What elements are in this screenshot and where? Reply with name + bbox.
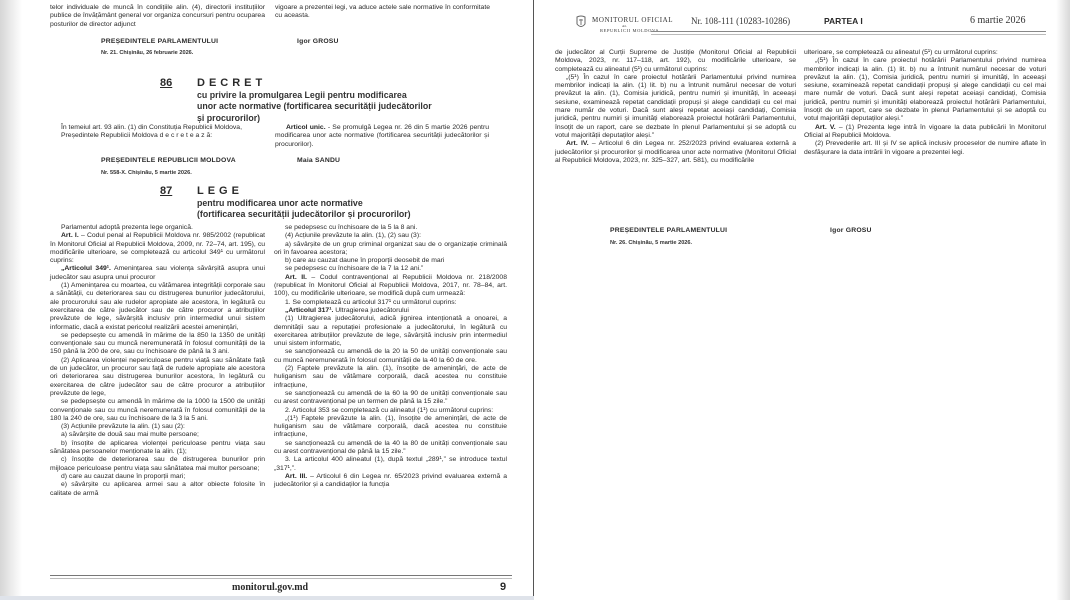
- paragraph: [50, 481, 265, 498]
- paragraph-text: (2) Faptele prevăzute la alin. (1), însoțite de amenințări, de acte de huliganism sau de vătămare corporală, dacă acestea nu constituie infracțiune,: [274, 365, 507, 389]
- paragraph: [274, 224, 507, 232]
- paragraph: [274, 473, 507, 490]
- paragraph: [274, 407, 507, 415]
- signer-title: PREȘEDINTELE PARLAMENTULUI: [101, 38, 219, 45]
- paragraph: [50, 332, 265, 357]
- decree-col-2: [275, 124, 489, 149]
- paragraph-text: Președintele Republicii Moldova d e c r e t e a z ă:: [61, 132, 213, 140]
- right-col-2: [804, 49, 1046, 157]
- paragraph-text: – Articolul 6 din Legea nr. 65/2023 privind evaluarea externă a judecătorilor și a candidaților la funcția: [274, 472, 507, 489]
- paragraph-text: În temeiul art. 93 alin. (1) din Constituția Republicii Moldova,: [61, 124, 242, 131]
- paragraph: [804, 124, 1046, 141]
- paragraph-lead: Art. III.: [285, 472, 308, 480]
- paragraph: [274, 348, 507, 365]
- paragraph-text: 3. La articolul 400 alineatul (1), după textul „289¹,” se introduce textul „317¹,”.: [274, 456, 507, 472]
- paragraph: [50, 224, 265, 232]
- title-line: (fortificarea securității judecătorilor și procurorilor): [197, 209, 411, 220]
- logo-al: AL: [622, 24, 627, 28]
- paragraph-lead: Art. II.: [285, 273, 307, 281]
- paragraph-text: „(1¹) Faptele prevăzute la alin. (1), însoțite de amenințări, de acte de huliganism sau de vătămare corporală, dacă acestea nu constituie infracțiune,: [274, 414, 507, 439]
- law-col-1: [50, 224, 265, 498]
- paragraph-lead: „Articolul 317¹.: [285, 306, 334, 314]
- title-line: unor acte normative (fortificarea securității judecătorilor: [197, 101, 432, 112]
- paragraph-text: Amenințarea sau violența săvârșită asupra unui judecător sau asupra unui procuror: [50, 265, 265, 281]
- paragraph-text: – Codul penal al Republicii Moldova nr. 985/2002 (republicat în Monitorul Oficial al Republicii Moldova, 2009, nr. 72–74, art. 195), cu modificările ulterioare, se completează cu articolul 349¹ cu următorul cuprins:: [50, 232, 265, 265]
- paragraph-text: c) însoțite de deteriorarea sau de distrugerea bunurilor prin mijloace periculoase pentru viața sau sănătatea mai multor persoane;: [50, 456, 265, 472]
- paragraph: [274, 241, 507, 258]
- paragraph-text: a) săvârșite de un grup criminal organizat sau de o organizație criminală ori în favoarea acestora;: [274, 240, 507, 256]
- paragraph-text: b) care au cauzat daune în proporții deosebit de mari: [285, 257, 445, 265]
- paragraph-text: se pedepsesc cu închisoare de la 7 la 12 ani.”: [285, 265, 424, 273]
- paragraph: [274, 265, 507, 273]
- title-line: și procurorilor): [197, 112, 261, 123]
- title-line: cu privire la promulgarea Legii pentru modificarea: [197, 90, 407, 100]
- top-col-2: [275, 4, 490, 21]
- paragraph-text: „(5¹) În cazul în care proiectul hotărârii Parlamentului privind numirea membrilor indicați la alin. (1) lit. b) nu a întrunit numărul necesar de voturi prevăzut la alin. (1), Comisia juridică, pentru numiri și imunități, în aceeași sesiune, examinează repetat candidații propuși și alege candidații cu cel mai mare număr de voturi. Dacă sunt aleși repetat aceiași candidați, Comisia juridică, pentru numiri și imunități elaborează proiectul hotărârii Parlamentului, însoțit de un raport, care se dezbate în plenul Parlamentului și se adoptă cu votul majorității deputaților aleși.”: [555, 73, 796, 139]
- act-number: 87: [160, 185, 173, 197]
- signer-name: Igor GROSU: [297, 38, 339, 45]
- paragraph: [804, 57, 1046, 123]
- header-rule: [651, 31, 1046, 35]
- paragraph: [274, 307, 507, 315]
- paragraph: [50, 473, 265, 481]
- paragraph-text: d) care au cauzat daune în proporții mari;: [61, 472, 186, 480]
- paragraph: [274, 232, 507, 240]
- paragraph-text: se sancționează cu amendă de la 20 la 50 de unități convenționale sau cu muncă neremunerată în folosul comunității de la 40 la 60 de ore.: [274, 348, 507, 364]
- paragraph: [50, 132, 265, 140]
- paragraph-text: (2) Aplicarea violenței nepericuloase pentru viață sau sănătate față de un judecător, un procuror sau față de rudele apropiate ale acestora ori deteriorarea sau distrugerea bunurilor acestora, în legătură cu exercitarea de către judecător sau de către procuror a atribuțiilor prevăzute de lege,: [50, 356, 265, 397]
- paragraph-lead: „Articolul 349¹.: [61, 265, 111, 273]
- footer-rule: [50, 575, 512, 579]
- paragraph-text: ulterioare, se completează cu alineatul (5¹) cu următorul cuprins:: [804, 49, 998, 56]
- paragraph-lead: Art. IV.: [566, 140, 589, 148]
- paragraph-text: se sancționează cu amendă de la 60 la 90 de unități convenționale sau cu arest contravențional pe un termen de până la 15 zile.”: [274, 389, 507, 406]
- paragraph-text: – Codul contravențional al Republicii Moldova nr. 218/2008 (republicat în Monitorul Oficial al Republicii Moldova, 2017, nr. 78–84, art. 100), cu modificările ulterioare, se modifică după cum urmează:: [274, 273, 507, 298]
- paragraph-text: se pedepsește cu amendă în mărime de la 1000 la 1500 de unități convenționale sau cu muncă neremunerată în folosul comunității de la 180 la 240 de ore, sau cu închisoare de la 3 la 5 ani.: [50, 398, 265, 422]
- page-10: [534, 0, 1070, 600]
- act-type: LEGE: [197, 185, 243, 197]
- paragraph: [274, 257, 507, 265]
- paragraph-text: (3) Acțiunile prevăzute la alin. (1) sau (2):: [61, 423, 185, 431]
- paragraph-text: (2) Prevederile art. III și IV se aplică inclusiv proceselor de numire aflate în desfășurare la data intrării în vigoare a prezentei legi.: [804, 140, 1046, 156]
- paragraph-text: 2. Articolul 353 se completează cu alineatul (1¹) cu următorul cuprins:: [285, 406, 494, 414]
- paragraph: [555, 74, 796, 140]
- paragraph-text: (4) Acțiunile prevăzute la alin. (1), (2) sau (3):: [285, 232, 421, 240]
- paragraph-text: se sancționează cu amendă de la 40 la 80 de unități convenționale sau cu arest contravențional de până la 15 zile.”: [274, 439, 507, 456]
- signer-title: PREȘEDINTELE PARLAMENTULUI: [610, 227, 728, 234]
- paragraph-text: e) săvârșite cu aplicarea armei sau a altor obiecte folosite în calitate de armă: [50, 481, 265, 497]
- page-number: 9: [500, 581, 507, 593]
- paragraph-text: (1) Ultragierea judecătorului, adică jignirea intenționată a onoarei, a demnității sau a reputației profesionale a judecătorului, în legătură cu exercitarea atribuțiilor prevăzute de lege, săvârșită inclusiv prin intermediul unui sistem informatic,: [274, 315, 507, 348]
- paragraph: [804, 140, 1046, 157]
- act-reference: Nr. 21. Chișinău, 26 februarie 2026.: [101, 50, 194, 56]
- right-col-1: [555, 49, 796, 165]
- paragraph-text: – (1) Prezenta lege intră în vigoare la data publicării în Monitorul Oficial al Republicii Moldova.: [804, 123, 1046, 139]
- issue-number: Nr. 108-111 (10283-10286): [691, 16, 791, 26]
- paragraph: [274, 299, 507, 307]
- paragraph-text: Ultragierea judecătorului: [333, 306, 409, 314]
- act-title: [197, 198, 411, 221]
- paragraph: telor individuale de muncă în condițiile alin. (4), directorii instituțiilor publice de învățământ general vor organiza concursuri pentru ocuparea posturilor de director adjunct: [50, 4, 265, 28]
- act-reference: Nr. 558-X. Chișinău, 5 martie 2026.: [101, 170, 192, 176]
- paragraph: [50, 265, 265, 282]
- page-9: [0, 0, 534, 596]
- paragraph-lead: Articol unic.: [286, 124, 326, 131]
- act-reference: Nr. 26. Chișinău, 5 martie 2026.: [610, 240, 693, 246]
- issue-date: 6 martie 2026: [970, 15, 1026, 26]
- logo-subtitle: REPUBLICII MOLDOVA: [600, 28, 660, 33]
- signer-name: Igor GROSU: [830, 227, 872, 234]
- signer-title: PREȘEDINTELE REPUBLICII MOLDOVA: [101, 157, 236, 164]
- paragraph: [50, 398, 265, 423]
- paragraph-text: Parlamentul adoptă prezenta lege organică.: [61, 224, 193, 231]
- paragraph-text: b) însoțite de aplicarea violenței periculoase pentru viața sau sănătatea persoanelor menționate la alin. (1);: [50, 439, 265, 456]
- paragraph: [50, 431, 265, 439]
- top-col-1: [50, 4, 265, 29]
- paragraph: [555, 140, 796, 165]
- paragraph-text: 1. Se completează cu articolul 317¹ cu următorul cuprins:: [285, 298, 457, 306]
- paragraph: [555, 49, 796, 74]
- paragraph: [50, 440, 265, 457]
- paragraph: [274, 315, 507, 348]
- paragraph: [50, 232, 265, 265]
- paragraph: [50, 357, 265, 398]
- paragraph: [50, 456, 265, 473]
- paragraph-text: „(5¹) În cazul în care proiectul hotărârii Parlamentului privind numirea membrilor indicați la alin. (1) lit. b) nu a întrunit numărul necesar de voturi prevăzut la alin. (1), Comisia juridică, pentru numiri și imunități, în aceeași sesiune, examinează repetat candidații propuși și alege candidații cu cel mai mare număr de voturi. Dacă sunt aleși repetat aceiași candidați, Comisia juridică, pentru numiri și imunități elaborează proiectul hotărârii Parlamentului, însoțit de un raport, care se dezbate în plenul Parlamentului și se adoptă cu votul majorității deputaților aleși.”: [804, 57, 1046, 123]
- part-label: PARTEA I: [824, 16, 863, 26]
- paragraph: [274, 440, 507, 457]
- paragraph: [50, 423, 265, 431]
- paragraph-text: se pedepsesc cu închisoare de la 5 la 8 ani.: [285, 224, 418, 231]
- paragraph-text: a) săvârșite de două sau mai multe persoane;: [61, 431, 199, 439]
- act-type: DECRET: [197, 77, 267, 89]
- paragraph-text: (1) Amenințarea cu moartea, cu vătămarea integrității corporale sau a sănătății, cu deteriorarea sau cu distrugerea bunurilor judecătorului, ale procurorului sau ale rudelor apropiate ale acestora, în legătură cu exercitarea de către judecător sau de către procuror a atribuțiilor prevăzute de lege, săvârșită inclusiv prin intermediul unui sistem informatic, dacă a existat pericolul realizării acestei amenințări,: [50, 282, 265, 331]
- signer-name: Maia SANDU: [297, 157, 341, 164]
- law-col-2: [274, 224, 507, 490]
- paragraph-text: de judecător al Curții Supreme de Justiție (Monitorul Oficial al Republicii Moldova, 2023, nr. 117–118, art. 192), cu modificările ulterioare, se completează cu alineatul (5¹) cu următorul cuprins:: [555, 49, 796, 73]
- paragraph: [274, 365, 507, 390]
- paragraph-text: se pedepsește cu amendă în mărime de la 850 la 1350 de unități convenționale sau cu muncă neremunerată în folosul comunității de la 150 până la 200 de ore, sau cu închisoare de până la 3 ani.: [50, 331, 265, 356]
- coat-of-arms-icon: [575, 15, 587, 30]
- paragraph: [274, 415, 507, 440]
- paragraph: [274, 456, 507, 473]
- paragraph: [275, 124, 489, 149]
- paragraph: [274, 274, 507, 299]
- footer-site: monitorul.gov.md: [232, 582, 309, 593]
- paragraph-text: – Articolul 6 din Legea nr. 252/2023 privind evaluarea externă a judecătorilor și procurorilor și modificarea unor acte normative (Monitorul Oficial al Republicii Moldova, 2023, nr. 325–327, art. 581), cu modificările: [555, 140, 797, 164]
- paragraph-text: - Se promulgă Legea nr. 26 din 5 martie 2026 pentru modificarea unor acte normative (fortificarea securității judecătorilor și procurorilor).: [275, 124, 489, 148]
- paragraph-lead: Art. I.: [61, 232, 79, 240]
- title-line: pentru modificarea unor acte normative: [197, 198, 363, 208]
- decree-col-1: [50, 124, 265, 141]
- paragraph: vigoare a prezentei legi, va aduce actele sale normative în conformitate cu aceasta.: [275, 4, 490, 20]
- paragraph: [274, 390, 507, 407]
- act-title: [197, 90, 432, 124]
- act-number: 86: [160, 77, 173, 89]
- paragraph: [50, 282, 265, 332]
- paragraph-lead: Art. V.: [815, 123, 836, 131]
- logo-title: MONITORUL OFICIAL: [592, 16, 674, 24]
- paragraph: [50, 124, 265, 132]
